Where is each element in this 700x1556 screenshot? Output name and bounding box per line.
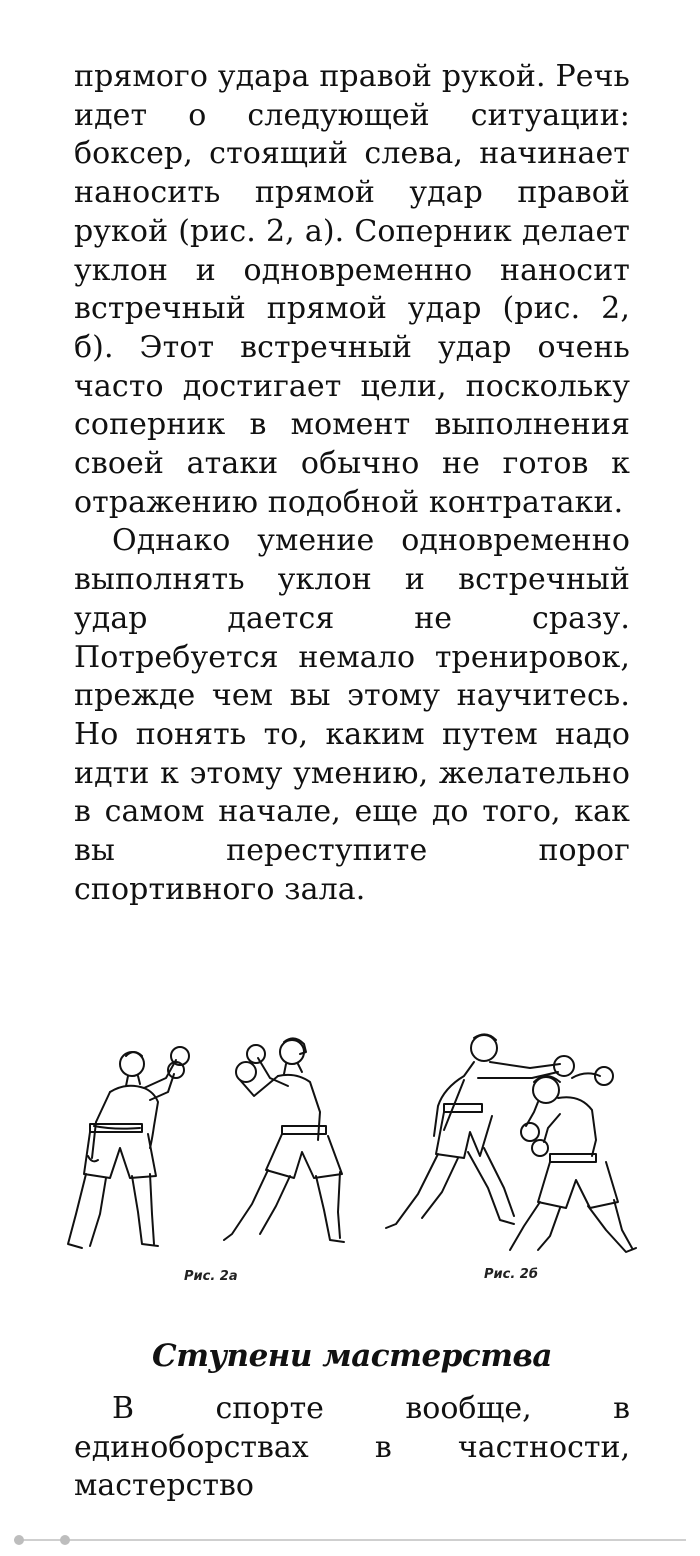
progress-track (14, 1539, 686, 1541)
boxer-right-b-icon (510, 1067, 636, 1252)
progress-start-dot (14, 1535, 24, 1545)
figure-boxers (60, 1022, 650, 1297)
body-text-top (74, 58, 630, 909)
progress-marker[interactable] (60, 1535, 70, 1545)
figure-caption-b: Рис. 2б (484, 1267, 538, 1282)
reading-progress-bar[interactable] (14, 1535, 686, 1545)
boxers-illustration-icon (60, 1022, 650, 1262)
paragraph-2: Однако умение одновременно выполнять уклон и встречный удар дается не сразу. Потребуется немало тренировок, прежде чем вы этому научитесь. Но понять то, каким путем надо идти к этому умению, желательно в самом начале, еще до того, как вы переступите порог спортивного зала. (74, 523, 630, 907)
paragraph-1: прямого удара правой рукой. Речь идет о следующей ситуации: боксер, стоящий слева, начинает наносить прямой удар правой рукой (рис. 2, а). Соперник делает уклон и одновременно наносит встречный прямой удар (рис. 2, б). Этот встречный удар очень часто достигает цели, поскольку соперник в момент выполнения своей атаки обычно не готов к отражению подобной контратаки. (74, 59, 630, 520)
figure-caption-a: Рис. 2а (184, 1269, 238, 1284)
body-text-bottom (74, 1390, 630, 1506)
boxer-left-a-icon (68, 1047, 189, 1248)
section-heading: Ступени мастерства (152, 1338, 552, 1374)
boxer-right-a-icon (224, 1038, 344, 1242)
boxer-left-b-icon (386, 1034, 574, 1228)
paragraph-3: В спорте вообще, в единоборствах в частности, мастерство (74, 1391, 630, 1504)
